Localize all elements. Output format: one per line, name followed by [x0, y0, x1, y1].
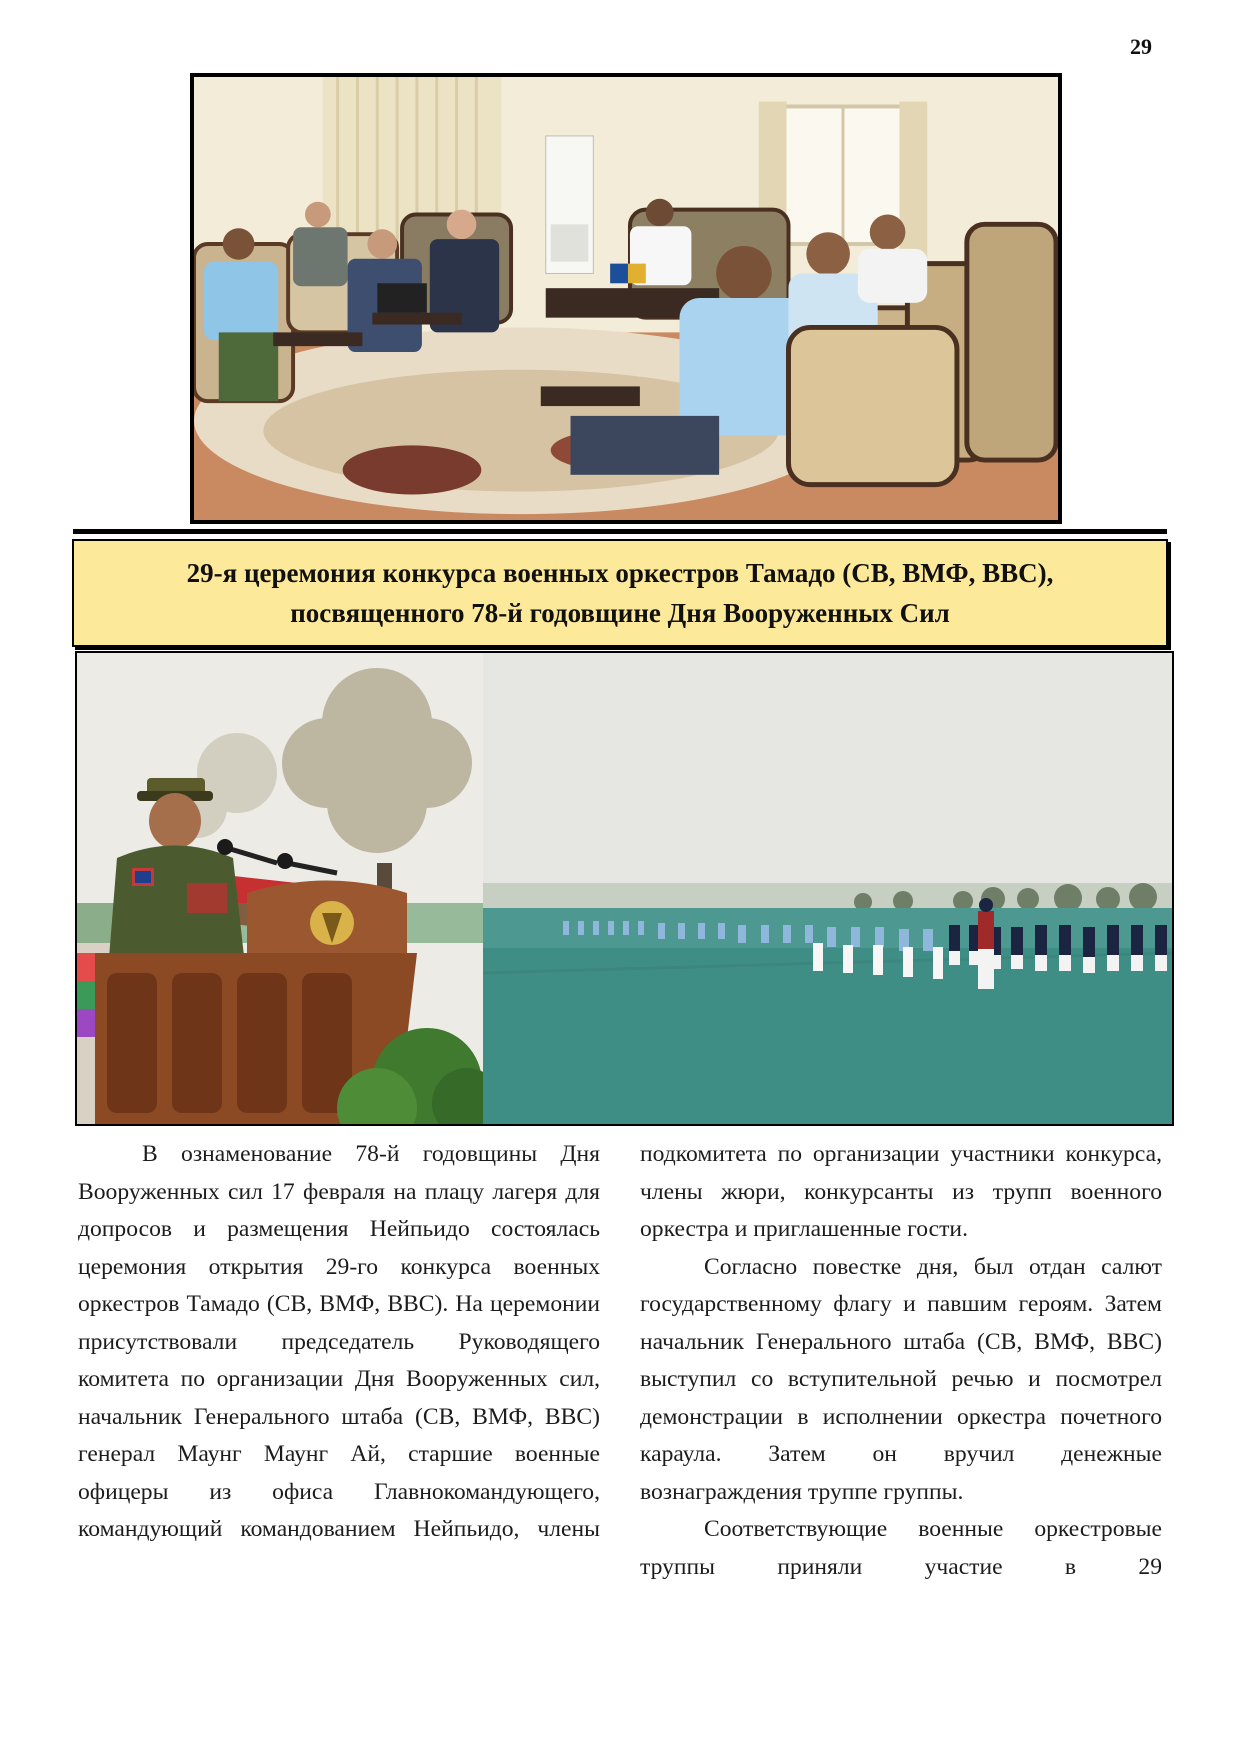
page-number: 29	[1130, 34, 1152, 59]
article-paragraph-3: Согласно повестке дня, был отдан салют государственному флагу и павшим героям. Затем начальник Генерального штаба (СВ, ВМФ, ВВС) выступил со вступительной речью и посмотрел демонстрации в исполнении оркестра почетного караула. Затем он вручил денежные вознаграждения труппе группы.	[640, 1253, 1162, 1505]
speech-photo	[77, 653, 483, 1124]
headline-line-1: 29-я церемония конкурса военных оркестров Тамадо (СВ, ВМФ, ВВС),	[186, 558, 1054, 588]
article-paragraph-2: подкомитета по организации участники конкурса, члены жюри, конкурсанты из трупп военного оркестра и приглашенные гости.	[640, 1141, 1162, 1242]
headline-box	[72, 539, 1168, 647]
meeting-photo	[190, 73, 1062, 524]
article-paragraph-4: Соответствующие военные оркестровые труппы приняли участие в 29	[640, 1516, 1162, 1580]
article-paragraph-1: В ознаменование 78-й годовщины Дня Вооруженных сил 17 февраля на плацу лагеря для допросов и размещения Нейпьидо состоялась церемония открытия 29-го конкурса военных оркестров Тамадо (СВ, ВМФ, ВВС). На церемонии присутствовали председатель Руководящего комитета по организации Дня Вооруженных сил, начальник Генерального штаба (СВ, ВМФ, ВВС) генерал Маунг Маунг Ай, старшие военные офицеры из офиса Главнокомандующего, командующий командованием Нейпьидо, члены	[78, 1141, 600, 1542]
section-divider	[73, 529, 1167, 534]
parade-photo	[483, 653, 1172, 1124]
article-column-right	[640, 1136, 1162, 1586]
article-column-left	[78, 1136, 600, 1549]
headline-line-2: посвященного 78-й годовщине Дня Вооруженных Сил	[290, 598, 950, 628]
